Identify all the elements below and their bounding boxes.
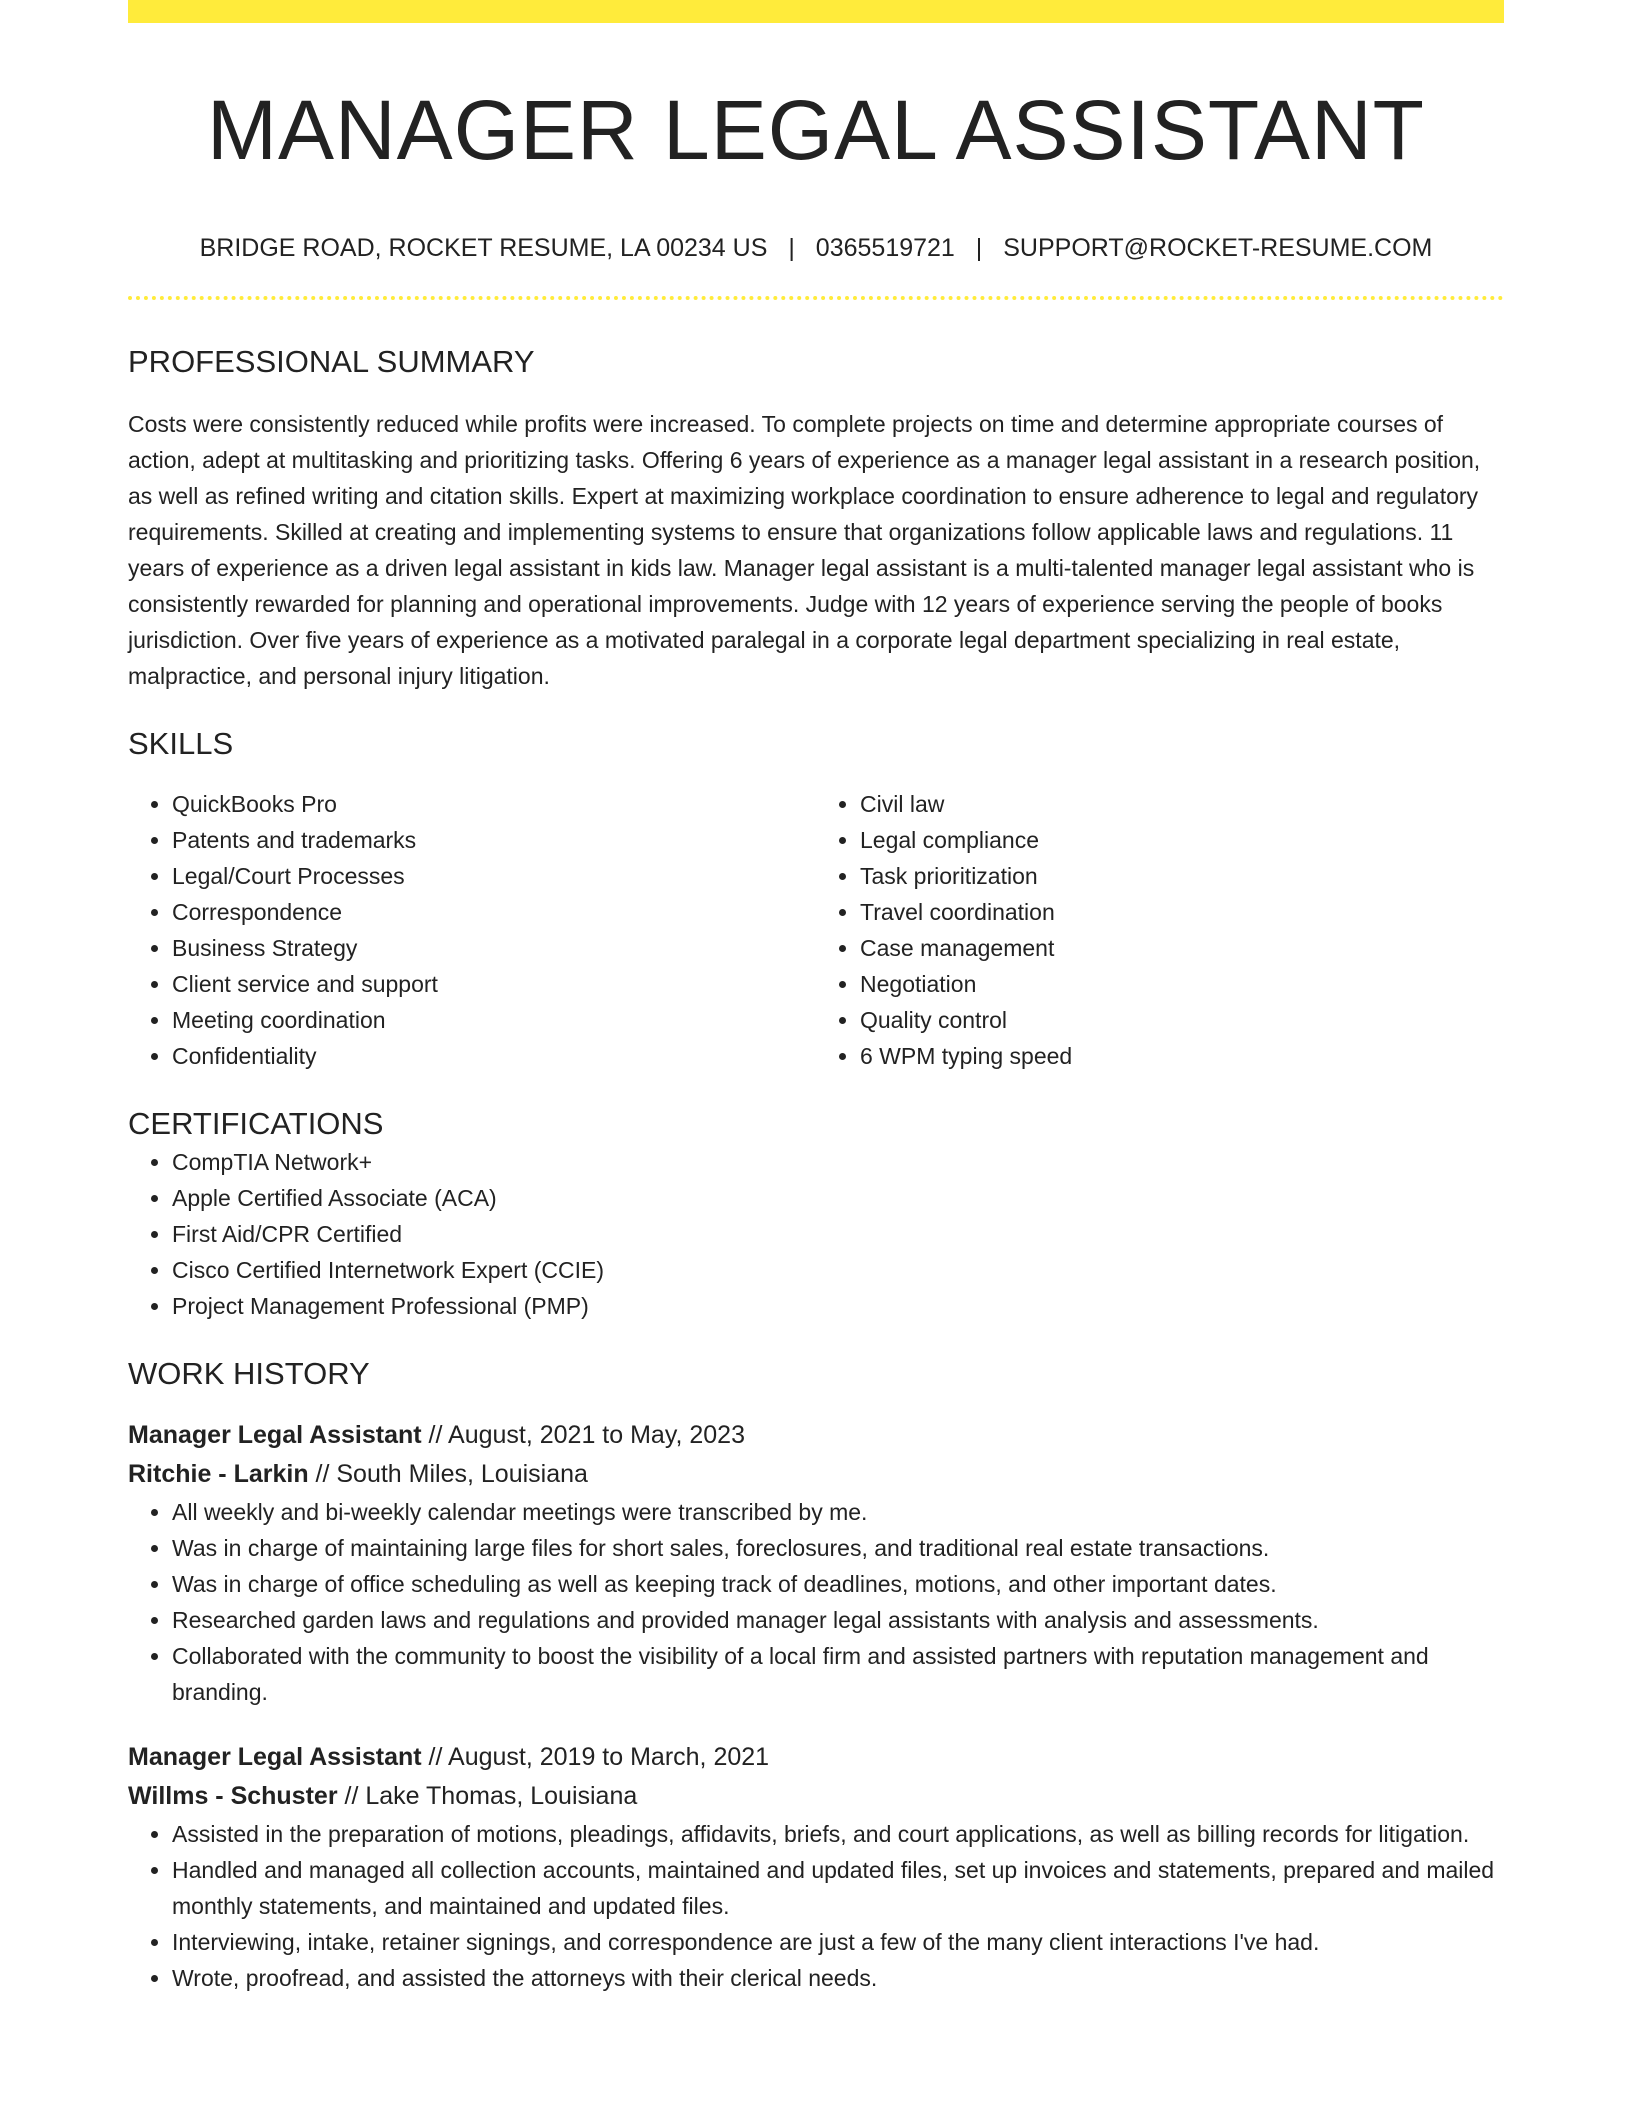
summary-section	[128, 342, 1504, 694]
section-title-skills: SKILLS	[128, 726, 234, 761]
job-company: Ritchie - Larkin	[128, 1460, 309, 1488]
job-dates: // August, 2019 to March, 2021	[421, 1743, 770, 1771]
job-title-line	[128, 1416, 1504, 1455]
certification-item: • Apple Certified Associate (ACA)	[172, 1180, 1504, 1216]
contact-line	[128, 232, 1504, 264]
job-duty: • Assisted in the preparation of motions, pleadings, affidavits, briefs, and court applications, as well as billing records for litigation.	[172, 1816, 1504, 1852]
skill-item: • Civil law	[860, 786, 1504, 822]
certification-item: • CompTIA Network+	[172, 1144, 1504, 1180]
resume-content	[128, 0, 1504, 1996]
job-header	[128, 1738, 1504, 1816]
skill-item: • Business Strategy	[172, 930, 816, 966]
job-duty: • Collaborated with the community to boost the visibility of a local firm and assisted partners with reputation management and branding.	[172, 1638, 1504, 1710]
job-title-line	[128, 1738, 1504, 1777]
skill-item: • Meeting coordination	[172, 1002, 816, 1038]
skill-item: • Negotiation	[860, 966, 1504, 1002]
job-duty: • Wrote, proofread, and assisted the attorneys with their clerical needs.	[172, 1960, 1504, 1996]
job-duty: • Was in charge of office scheduling as well as keeping track of deadlines, motions, and other important dates.	[172, 1566, 1504, 1602]
section-title-certifications: CERTIFICATIONS	[128, 1106, 384, 1141]
contact-email: SUPPORT@ROCKET-RESUME.COM	[1003, 234, 1433, 262]
resume-title: MANAGER LEGAL ASSISTANT	[207, 83, 1425, 177]
job-header	[128, 1416, 1504, 1494]
skills-section	[128, 724, 1504, 1074]
contact-phone: 0365519721	[815, 234, 955, 262]
skill-item: • QuickBooks Pro	[172, 786, 816, 822]
skill-item: • Confidentiality	[172, 1038, 816, 1074]
skill-item: • Case management	[860, 930, 1504, 966]
summary-text: Costs were consistently reduced while profits were increased. To complete projects on time and determine appropriate courses of action, adept at multitasking and prioritizing tasks. Offering 6 years of experience as a manager legal assistant in a research position, as well as refined writing and citation skills. Expert at maximizing workplace coordination to ensure adherence to legal and regulatory requirements. Skilled at creating and implementing systems to ensure that organizations follow applicable laws and regulations. 11 years of experience as a driven legal assistant in kids law. Manager legal assistant is a multi-talented manager legal assistant who is consistently rewarded for planning and operational improvements. Judge with 12 years of experience serving the people of books jurisdiction. Over five years of experience as a motivated paralegal in a corporate legal department specializing in real estate, malpractice, and personal injury litigation.	[128, 411, 1481, 689]
section-title-work-history: WORK HISTORY	[128, 1356, 370, 1391]
skill-item: • Legal/Court Processes	[172, 858, 816, 894]
job-duty: • Handled and managed all collection accounts, maintained and updated files, set up invoices and statements, prepared and mailed monthly statements, and maintained and updated files.	[172, 1852, 1504, 1924]
section-title-summary: PROFESSIONAL SUMMARY	[128, 344, 535, 379]
contact-separator: |	[788, 234, 795, 262]
contact-address: BRIDGE ROAD, ROCKET RESUME, LA 00234 US	[199, 234, 768, 262]
job-duty: • Was in charge of maintaining large files for short sales, foreclosures, and traditional real estate transactions.	[172, 1530, 1504, 1566]
skill-item: • Quality control	[860, 1002, 1504, 1038]
job-duty: • All weekly and bi-weekly calendar meetings were transcribed by me.	[172, 1494, 1504, 1530]
job-entry	[128, 1738, 1504, 1996]
skill-item: • Patents and trademarks	[172, 822, 816, 858]
skill-item: • Legal compliance	[860, 822, 1504, 858]
skill-item: • Correspondence	[172, 894, 816, 930]
job-company: Willms - Schuster	[128, 1782, 338, 1810]
certification-item: • First Aid/CPR Certified	[172, 1216, 1504, 1252]
job-company-line	[128, 1777, 1504, 1816]
job-duty: • Interviewing, intake, retainer signings, and correspondence are just a few of the many client interactions I've had.	[172, 1924, 1504, 1960]
job-duties-list	[128, 1816, 1504, 1996]
skill-item: • Travel coordination	[860, 894, 1504, 930]
job-entry	[128, 1416, 1504, 1710]
job-role: Manager Legal Assistant	[128, 1421, 422, 1449]
skill-item: • 6 WPM typing speed	[860, 1038, 1504, 1074]
job-duties-list	[128, 1494, 1504, 1710]
certifications-section	[128, 1104, 1504, 1324]
skills-list-left	[128, 786, 816, 1074]
job-duty: • Researched garden laws and regulations and provided manager legal assistants with analysis and assessments.	[172, 1602, 1504, 1638]
job-location: // Lake Thomas, Louisiana	[337, 1782, 638, 1810]
dotted-divider	[128, 296, 1504, 300]
job-company-line	[128, 1455, 1504, 1494]
skill-item: • Client service and support	[172, 966, 816, 1002]
job-role: Manager Legal Assistant	[128, 1743, 422, 1771]
job-location: // South Miles, Louisiana	[308, 1460, 588, 1488]
work-history-section	[128, 1354, 1504, 1996]
skills-columns	[128, 786, 1504, 1074]
certification-item: • Project Management Professional (PMP)	[172, 1288, 1504, 1324]
job-dates: // August, 2021 to May, 2023	[421, 1421, 745, 1449]
skill-item: • Task prioritization	[860, 858, 1504, 894]
certifications-list	[128, 1144, 1504, 1324]
certification-item: • Cisco Certified Internetwork Expert (CCIE)	[172, 1252, 1504, 1288]
contact-separator: |	[975, 234, 983, 262]
skills-list-right	[816, 786, 1504, 1074]
